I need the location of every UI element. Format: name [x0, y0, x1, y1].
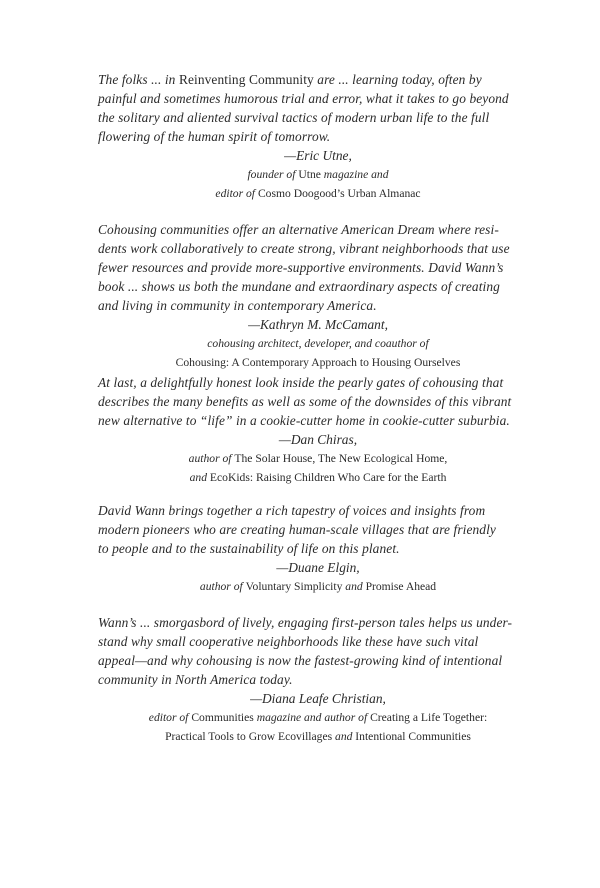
quote-text — [98, 501, 538, 558]
quote-text — [98, 373, 538, 430]
credit-line — [98, 577, 538, 596]
author-name: —Duane Elgin, — [276, 560, 360, 575]
quote-segment: and living in community in contemporary America. — [98, 298, 377, 313]
publication-title: Cohousing: A Contemporary Approach to Housing Ourselves — [175, 356, 461, 369]
quote-segment: dents work collaboratively to create strong, vibrant neighborhoods that use — [98, 241, 510, 256]
quote-line — [98, 239, 538, 258]
quote-segment: to people and to the sustainability of life on this planet. — [98, 541, 400, 556]
credit-role: cohousing architect, developer, and coauthor of — [207, 337, 429, 350]
quote-line — [98, 670, 538, 689]
credit-role: and — [335, 730, 353, 743]
attribution — [98, 689, 538, 746]
publication-title: Practical Tools to Grow Ecovillages — [165, 730, 336, 743]
endorsement-kathryn-mccamant — [98, 220, 538, 372]
quote-segment: painful and sometimes humorous trial and error, what it takes to go beyond — [98, 91, 509, 106]
credit-line — [98, 468, 538, 487]
quote-line — [98, 632, 538, 651]
credit-line — [98, 334, 538, 353]
quote-line — [98, 501, 538, 520]
quote-segment: book ... shows us both the mundane and extraordinary aspects of creating — [98, 279, 500, 294]
author-name: —Diana Leafe Christian, — [250, 691, 386, 706]
publication-title: Creating a Life Together: — [370, 711, 488, 724]
quote-line — [98, 296, 538, 315]
publication-title: Utne — [298, 168, 321, 181]
quote-line — [98, 613, 538, 632]
endorsement-eric-utne — [98, 70, 538, 203]
endorsement-dan-chiras — [98, 373, 538, 487]
credit-role: magazine and author of — [253, 711, 371, 724]
quote-line — [98, 89, 538, 108]
author-name: —Dan Chiras, — [278, 432, 358, 447]
quote-segment: flowering of the human spirit of tomorrow. — [98, 129, 331, 144]
quote-segment: are ... learning today, often by — [313, 72, 482, 87]
quote-line — [98, 520, 538, 539]
quote-segment: At last, a delightfully honest look inside the pearly gates of cohousing that — [98, 375, 504, 390]
quote-text — [98, 220, 538, 315]
credit-line — [98, 165, 538, 184]
author-name: —Kathryn M. McCamant, — [248, 317, 388, 332]
quote-line — [98, 411, 538, 430]
credit-role: founder of — [247, 168, 299, 181]
quote-segment: David Wann brings together a rich tapestry of voices and insights from — [98, 503, 486, 518]
quote-line — [98, 392, 538, 411]
quote-segment: new alternative to “life” in a cookie-cutter home in cookie-cutter suburbia. — [98, 413, 510, 428]
credit-role: editor of — [215, 187, 258, 200]
credit-role: magazine and — [320, 168, 389, 181]
credit-role: editor of — [148, 711, 192, 724]
quote-segment: the solitary and aliented survival tactics of modern urban life to the full — [98, 110, 490, 125]
publication-title: Cosmo Doogood’s Urban Almanac — [257, 187, 421, 200]
publication-title: Intentional Communities — [352, 730, 471, 743]
quote-segment: describes the many benefits as well as some of the downsides of this vibrant — [98, 394, 512, 409]
publication-title: Promise Ahead — [365, 580, 437, 593]
credit-line — [98, 727, 538, 746]
quote-line — [98, 258, 538, 277]
credit-role: and — [189, 471, 210, 484]
quote-text — [98, 70, 538, 146]
quote-line — [98, 651, 538, 670]
quote-segment: modern pioneers who are creating human-scale villages that are friendly — [98, 522, 496, 537]
credit-line — [98, 708, 538, 727]
attribution — [98, 315, 538, 372]
attribution — [98, 558, 538, 596]
quote-segment: Wann’s ... smorgasbord of lively, engaging first-person tales helps us under- — [98, 615, 513, 630]
quote-segment: Cohousing communities offer an alternative American Dream where resi- — [98, 222, 499, 237]
credit-line — [98, 353, 538, 372]
attribution — [98, 146, 538, 203]
quote-line — [98, 127, 538, 146]
credit-line — [98, 184, 538, 203]
quote-segment: The folks ... in — [98, 72, 179, 87]
credit-role: author of — [188, 452, 235, 465]
quote-segment: community in North America today. — [98, 672, 293, 687]
quote-line — [98, 108, 538, 127]
credit-line — [98, 449, 538, 468]
endorsement-duane-elgin — [98, 501, 538, 596]
quote-segment: fewer resources and provide more-supportive environments. David Wann’s — [98, 260, 504, 275]
quote-line — [98, 277, 538, 296]
attribution — [98, 430, 538, 487]
quote-segment: appeal—and why cohousing is now the fastest-growing kind of intentional — [98, 653, 503, 668]
quote-line — [98, 70, 538, 89]
credit-role: author of — [199, 580, 246, 593]
publication-title: Voluntary Simplicity — [245, 580, 343, 593]
publication-title: The Solar House, The New Ecological Home, — [234, 452, 448, 465]
publication-title: EcoKids: Raising Children Who Care for the Earth — [209, 471, 447, 484]
publication-title: Communities — [191, 711, 254, 724]
quote-line — [98, 539, 538, 558]
quote-text — [98, 613, 538, 689]
endorsement-diana-christian — [98, 613, 538, 746]
credit-role: and — [342, 580, 366, 593]
quote-segment: stand why small cooperative neighborhoods like these have such vital — [98, 634, 479, 649]
author-name: —Eric Utne, — [284, 148, 352, 163]
quote-line — [98, 220, 538, 239]
quote-line — [98, 373, 538, 392]
book-title: Reinventing Community — [178, 72, 314, 87]
